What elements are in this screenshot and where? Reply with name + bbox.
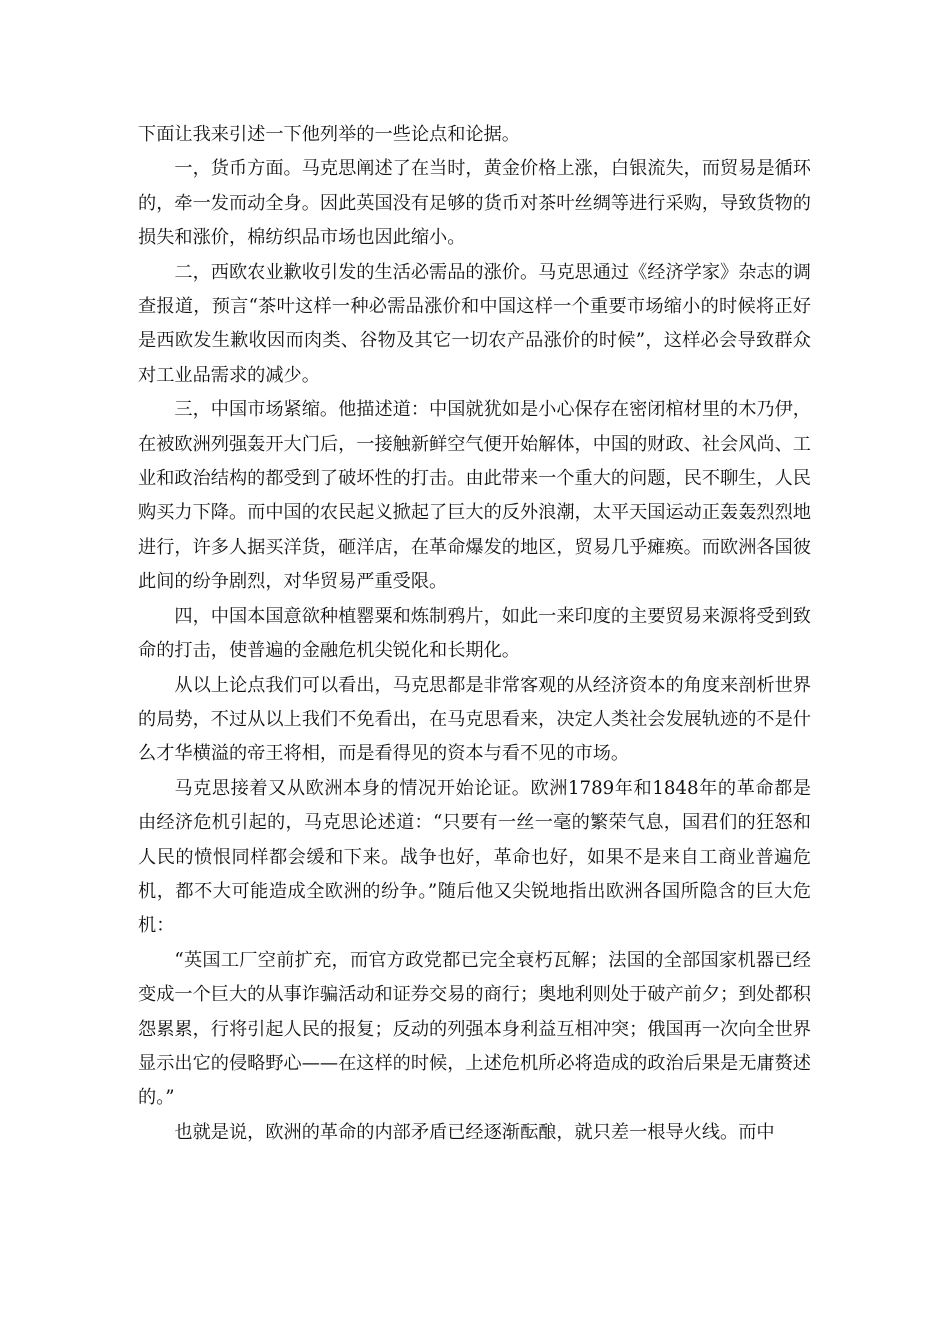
paragraph-europe: 马克思接着又从欧洲本身的情况开始论证。欧洲1789年和1848年的革命都是由经济危机引起的，马克思论述道：“只要有一丝一毫的繁荣气息，国君们的狂怒和人民的愤恨同样都会缓和下来。战争也好，革命也好，如果不是来自工商业普遍危机，都不大可能造成全欧洲的纷争。”随后他又尖锐地指出欧洲各国所隐含的巨大危机： [138, 777, 811, 937]
paragraph-point-opium: 四，中国本国意欲种植罂粟和炼制鸦片，如此一来印度的主要贸易来源将受到致命的打击，使普遍的金融危机尖锐化和长期化。 [138, 605, 811, 662]
paragraph-point-china-market: 三，中国市场紧缩。他描述道：中国就犹如是小心保存在密闭棺材里的木乃伊，在被欧洲列强轰开大门后，一接触新鲜空气便开始解体，中国的财政、社会风尚、工业和政治结构的都受到了破坏性的打击。由此带来一个重大的问题，民不聊生，人民购买力下降。而中国的农民起义掀起了巨大的反外浪潮，太平天国运动正轰轰烈烈地进行，许多人据买洋货，砸洋店，在革命爆发的地区，贸易几乎瘫痪。而欧洲各国彼此间的纷争剧烈，对华贸易严重受限。 [138, 399, 811, 593]
paragraph-conclusion: 也就是说，欧洲的革命的内部矛盾已经逐渐酝酿，就只差一根导火线。而中 [174, 1121, 775, 1143]
paragraph-quote: “英国工厂空前扩充，而官方政党都已完全衰朽瓦解；法国的全部国家机器已经变成一个巨大的从事诈骗活动和证券交易的商行；奥地利则处于破产前夕；到处都积怨累累，行将引起人民的报复；反动的列强本身利益互相冲突；俄国再一次向全世界显示出它的侵略野心——在这样的时候，上述危机所必将造成的政治后果是无庸赘述的。” [138, 949, 811, 1109]
paragraph-intro: 下面让我来引述一下他列举的一些论点和论据。 [138, 124, 520, 145]
paragraph-analysis: 从以上论点我们可以看出，马克思都是非常客观的从经济资本的角度来剖析世界的局势，不过从以上我们不免看出，在马克思看来，决定人类社会发展轨迹的不是什么才华横溢的帝王将相，而是看得见的资本与看不见的市场。 [138, 674, 811, 765]
paragraph-point-harvest: 二，西欧农业歉收引发的生活必需品的涨价。马克思通过《经济学家》杂志的调查报道，预言“茶叶这样一种必需品涨价和中国这样一个重要市场缩小的时候将正好是西欧发生歉收因而肉类、谷物及其它一切农产品涨价的时候”，这样必会导致群众对工业品需求的减少。 [138, 261, 811, 386]
body-text [138, 118, 811, 1150]
paragraph-point-currency: 一，货币方面。马克思阐述了在当时，黄金价格上涨，白银流失，而贸易是循环的，牵一发而动全身。因此英国没有足够的货币对茶叶丝绸等进行采购，导致货物的损失和涨价，棉纺织品市场也因此缩小。 [138, 158, 811, 249]
